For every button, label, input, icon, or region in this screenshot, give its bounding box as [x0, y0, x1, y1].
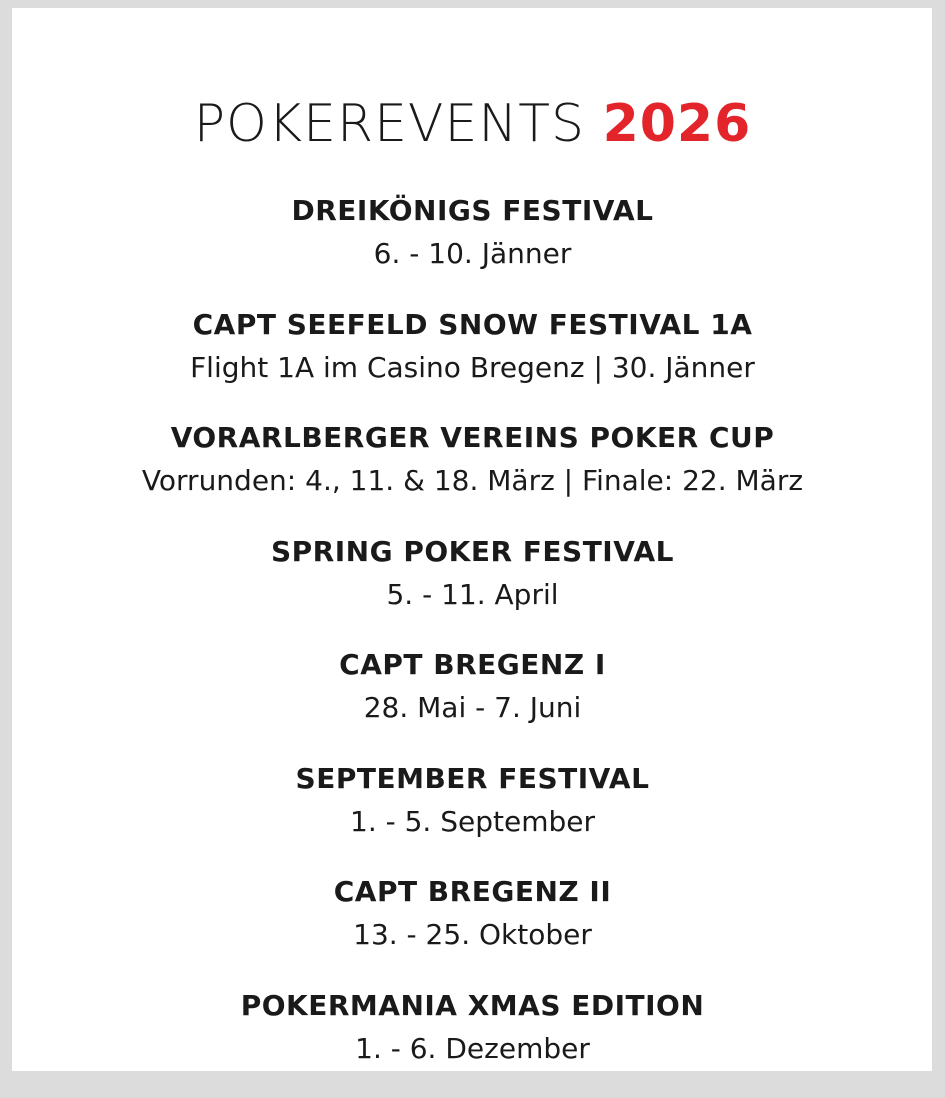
- event-name: DREIKÖNIGS FESTIVAL: [0, 190, 945, 234]
- event-item: [0, 304, 945, 418]
- event-name: SPRING POKER FESTIVAL: [0, 531, 945, 575]
- event-date: 6. - 10. Jänner: [0, 234, 945, 274]
- event-item: [0, 417, 945, 531]
- event-date: 1. - 6. Dezember: [0, 1029, 945, 1069]
- event-date: 5. - 11. April: [0, 575, 945, 615]
- event-date: 28. Mai - 7. Juni: [0, 688, 945, 728]
- title-year: 2026: [603, 94, 752, 154]
- event-date: 13. - 25. Oktober: [0, 915, 945, 955]
- title-prefix: POKEREVENTS: [194, 94, 585, 154]
- event-item: [0, 871, 945, 985]
- event-item: [0, 644, 945, 758]
- event-date: 1. - 5. September: [0, 802, 945, 842]
- event-name: CAPT SEEFELD SNOW FESTIVAL 1A: [0, 304, 945, 348]
- document-page: [12, 8, 932, 1071]
- event-name: CAPT BREGENZ II: [0, 871, 945, 915]
- page-title: [0, 92, 945, 156]
- event-list: [0, 190, 945, 1098]
- event-item: [0, 190, 945, 304]
- event-item: [0, 758, 945, 872]
- event-name: SEPTEMBER FESTIVAL: [0, 758, 945, 802]
- event-item: [0, 985, 945, 1098]
- event-item: [0, 531, 945, 645]
- event-name: CAPT BREGENZ I: [0, 644, 945, 688]
- event-date: Vorrunden: 4., 11. & 18. März | Finale: 22. März: [0, 461, 945, 501]
- event-name: VORARLBERGER VEREINS POKER CUP: [0, 417, 945, 461]
- event-name: POKERMANIA XMAS EDITION: [0, 985, 945, 1029]
- event-date: Flight 1A im Casino Bregenz | 30. Jänner: [0, 348, 945, 388]
